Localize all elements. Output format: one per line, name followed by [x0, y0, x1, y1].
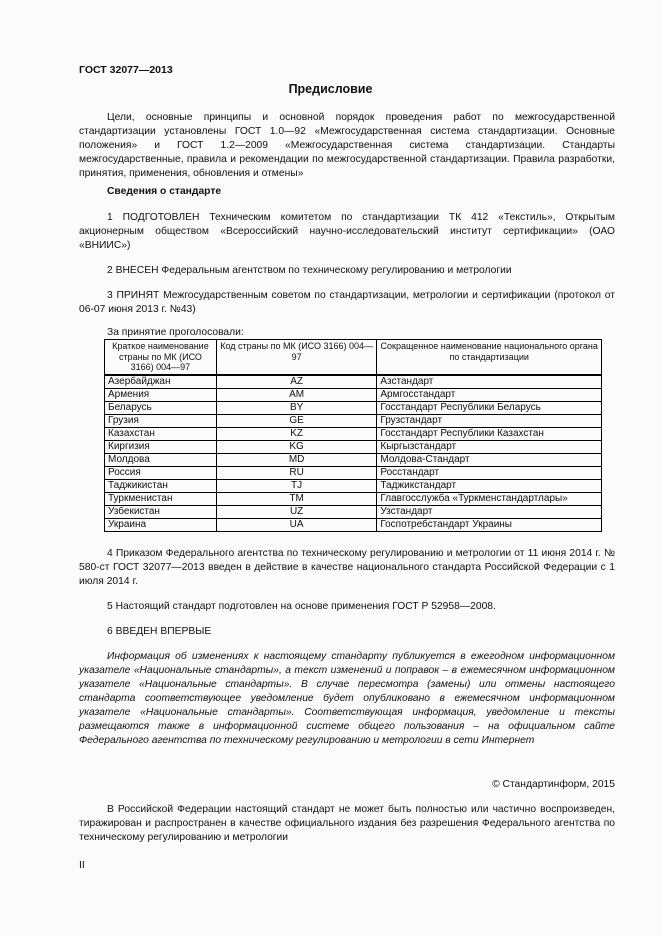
country-cell: Грузия: [105, 414, 217, 427]
country-cell: Беларусь: [105, 401, 217, 414]
table-row: [105, 492, 602, 505]
code-cell: TM: [216, 492, 377, 505]
code-cell: AZ: [216, 375, 377, 389]
body-cell: Кыргызстандарт: [377, 440, 602, 453]
country-cell: Киргизия: [105, 440, 217, 453]
standard-header: ГОСТ 32077—2013: [79, 64, 173, 76]
country-cell: Туркменистан: [105, 492, 217, 505]
country-cell: Молдова: [105, 453, 217, 466]
header-body: Сокращенное наименование национального органа по стандартизации: [377, 340, 602, 375]
item-3: 3 ПРИНЯТ Межгосударственным советом по стандартизации, метрологии и сертификации (протокол от 06-07 июня 2013 г. №43): [79, 290, 615, 315]
table-row: [105, 466, 602, 479]
vote-table-header: [105, 340, 602, 375]
code-cell: KG: [216, 440, 377, 453]
country-cell: Украина: [105, 518, 217, 531]
body-cell: Узстандарт: [377, 505, 602, 518]
item-5: 5 Настоящий стандарт подготовлен на основе применения ГОСТ Р 52958—2008.: [107, 601, 496, 612]
body-cell: Армгосстандарт: [377, 388, 602, 401]
code-cell: MD: [216, 453, 377, 466]
table-row: [105, 440, 602, 453]
table-row: [105, 479, 602, 492]
amendments-notice: Информация об изменениях к настоящему стандарту публикуется в ежегодном информационном указателе «Национальные стандарты», а текст изменений и поправок – в ежемесячном информационном указателе «Национальные стандарты». В случае пересмотра (замены) или отмены настоящего стандарта соответствующее уведомление будет опубликовано в ежемесячном информационном указателе «Национальные стандарты». Соответствующая информация, уведомление и тексты размещаются также в информационной системе общего пользования – на официальном сайте Федерального агентства по техническому регулированию и метрологии в сети Интернет: [79, 651, 615, 746]
legal-notice: В Российской Федерации настоящий стандарт не может быть полностью или частично воспроизведен, тиражирован и распространен в качестве официального издания без разрешения Федерального агентства по техническому регулированию и метрологии: [79, 804, 615, 843]
copyright: © Стандартинформ, 2015: [492, 779, 615, 790]
body-cell: Таджикстандарт: [377, 479, 602, 492]
body-cell: Молдова-Стандарт: [377, 453, 602, 466]
table-row: [105, 388, 602, 401]
code-cell: UZ: [216, 505, 377, 518]
code-cell: TJ: [216, 479, 377, 492]
table-row: [105, 505, 602, 518]
body-cell: Главгосслужба «Туркменстандартлары»: [377, 492, 602, 505]
vote-caption: За принятие проголосовали:: [107, 327, 244, 338]
code-cell: GE: [216, 414, 377, 427]
body-cell: Госпотребстандарт Украины: [377, 518, 602, 531]
page-title: Предисловие: [288, 82, 373, 96]
body-cell: Азстандарт: [377, 375, 602, 389]
table-row: [105, 427, 602, 440]
country-cell: Армения: [105, 388, 217, 401]
table-row: [105, 453, 602, 466]
body-cell: Госстандарт Республики Беларусь: [377, 401, 602, 414]
item-4: 4 Приказом Федерального агентства по техническому регулированию и метрологии от 11 июня 2014 г. № 580-ст ГОСТ 32077—2013 введен в действие в качестве национального стандарта Российской Федерации с 1 июля 2014 г.: [79, 548, 615, 587]
intro-paragraph: Цели, основные принципы и основной порядок проведения работ по межгосударственной стандартизации установлены ГОСТ 1.0—92 «Межгосударственная система стандартизации. Основные положения» и ГОСТ 1.2—2009 «Межгосударственная система стандартизации. Стандарты межгосударственные, правила и рекомендации по межгосударственной стандартизации. Правила разработки, принятия, применения, обновления и отмены»: [79, 112, 615, 179]
body-cell: Госстандарт Республики Казахстан: [377, 427, 602, 440]
item-2: 2 ВНЕСЕН Федеральным агентством по техническому регулированию и метрологии: [107, 265, 512, 276]
country-cell: Азербайджан: [105, 375, 217, 389]
page-number: II: [79, 859, 85, 871]
code-cell: RU: [216, 466, 377, 479]
table-row: [105, 375, 602, 389]
code-cell: KZ: [216, 427, 377, 440]
header-code: Код страны по МК (ИСО 3166) 004—97: [216, 340, 377, 375]
header-country: Краткое наименование страны по МК (ИСО 3166) 004—97: [105, 340, 217, 375]
code-cell: AM: [216, 388, 377, 401]
item-6: 6 ВВЕДЕН ВПЕРВЫЕ: [107, 626, 212, 637]
country-cell: Россия: [105, 466, 217, 479]
code-cell: BY: [216, 401, 377, 414]
item-1: 1 ПОДГОТОВЛЕН Техническим комитетом по стандартизации ТК 412 «Текстиль», Открытым акционерным обществом «Всероссийский научно-исследовательский институт сертификации» (ОАО «ВНИИС»): [79, 212, 615, 251]
country-cell: Узбекистан: [105, 505, 217, 518]
table-row: [105, 518, 602, 531]
body-cell: Росстандарт: [377, 466, 602, 479]
country-cell: Казахстан: [105, 427, 217, 440]
vote-table: [104, 339, 602, 532]
code-cell: UA: [216, 518, 377, 531]
table-row: [105, 414, 602, 427]
table-row: [105, 401, 602, 414]
country-cell: Таджикистан: [105, 479, 217, 492]
info-heading: Сведения о стандарте: [107, 186, 222, 197]
body-cell: Грузстандарт: [377, 414, 602, 427]
